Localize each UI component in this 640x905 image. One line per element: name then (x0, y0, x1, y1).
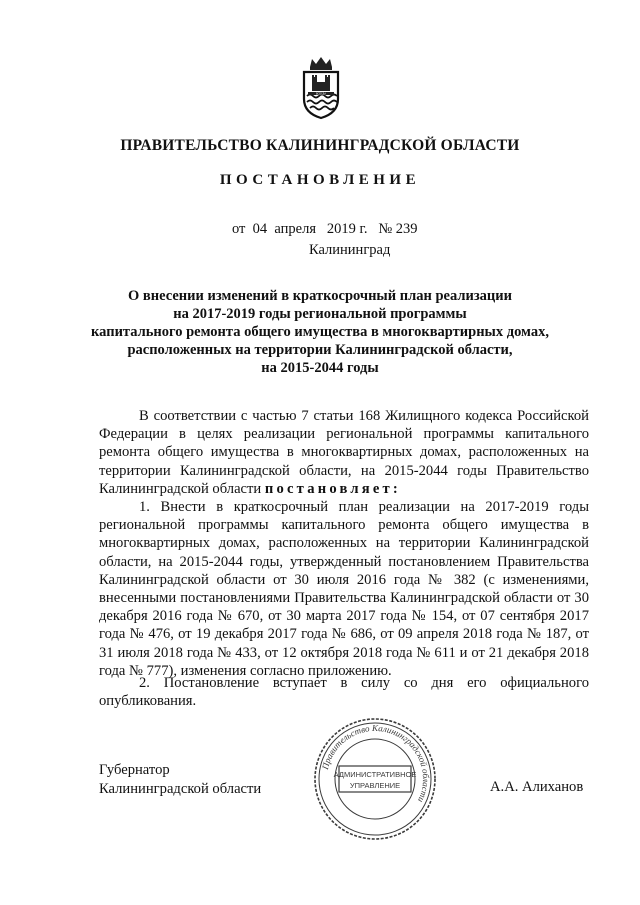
date-year: 2019 г. (326, 221, 368, 237)
seal-center-line: УПРАВЛЕНИЕ (349, 781, 401, 790)
seal-center-line: АДМИНИСТРАТИВНОЕ (333, 770, 417, 779)
date-day: 04 (252, 221, 268, 237)
date-month: апреля (274, 221, 317, 237)
government-name: ПРАВИТЕЛЬСТВО КАЛИНИНГРАДСКОЙ ОБЛАСТИ (120, 137, 520, 154)
document-number: 239 (395, 221, 418, 237)
resolves-word: постановляет: (264, 480, 401, 497)
emblem-motto: ВСЕГДА (316, 92, 326, 96)
position-line: Калининградской области (99, 780, 262, 797)
number-sign: № (378, 221, 393, 237)
signatory-position (99, 761, 261, 798)
signatory-name: А.А. Алиханов (490, 779, 584, 795)
body-intro (99, 407, 589, 498)
city: Калининград (309, 242, 391, 258)
body-item-1: 1. Внести в краткосрочный план реализации на 2017-2019 годы региональной программы капитального ремонта общего имущества в многоквартирных домах, расположенных на территории Калининградской области, на 2015-2044 годы, утвержденный постановлением Правительства Калининградской области от 30 июля 2016 года № 382 (с изменениями, внесенными постановлениями Правительства Калининградской области от 30 декабря 2016 года № 670, от 30 марта 2017 года № 154, от 07 сентября 2017 года № 476, от 19 декабря 2017 года № 686, от 09 апреля 2018 года № 187, от 31 июля 2018 года № 433, от 12 октября 2018 года № 611 и от 21 декабря 2018 года № 777), изменения согласно приложению. (99, 499, 589, 679)
position-line: Губернатор (99, 762, 170, 778)
document-dateline (232, 221, 418, 238)
seal-ring-text: Правительство Калининградской области (319, 722, 432, 805)
title-line: на 2015-2044 годы (261, 360, 379, 376)
title-line: на 2017-2019 годы региональной программы (173, 306, 467, 322)
document-title (0, 287, 640, 377)
title-line: расположенных на территории Калининградской области, (127, 342, 513, 358)
intro-text: В соответствии с частью 7 статьи 168 Жилищного кодекса Российской Федерации в целях реализации региональной программы капитального ремонта общего имущества в многоквартирных домах, расположенных на территории Калининградской области, на 2015-2044 годы Правительство Калининградской области (99, 408, 589, 497)
title-line: капитального ремонта общего имущества в многоквартирных домах, (91, 324, 549, 340)
official-seal-icon (312, 716, 438, 842)
document-type: ПОСТАНОВЛЕНИЕ (219, 172, 421, 188)
date-prefix: от (232, 221, 246, 237)
coat-of-arms-icon (296, 55, 346, 121)
body-item-2: 2. Постановление вступает в силу со дня его официального опубликования. (99, 675, 589, 710)
title-line: О внесении изменений в краткосрочный план реализации (128, 288, 512, 304)
